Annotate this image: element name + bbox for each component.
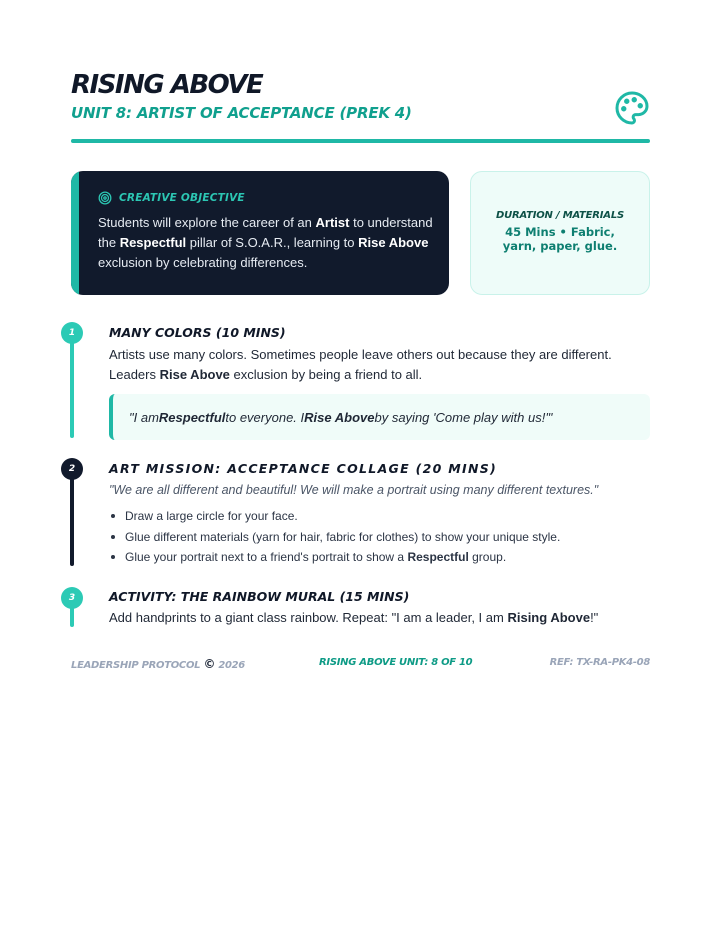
step-title: ACTIVITY: THE RAINBOW MURAL (15 MINS) [109, 589, 410, 604]
palette-icon [614, 90, 650, 126]
header-divider [71, 139, 650, 143]
step-number-badge: 2 [61, 458, 83, 480]
creative-objective-card [71, 171, 449, 295]
duration-value: 45 Mins • Fabric, yarn, paper, glue. [502, 225, 618, 253]
footer-reference: REF: TX-RA-PK4-08 [549, 657, 650, 668]
instruction-list [109, 506, 650, 568]
step-rainbow-mural [61, 587, 650, 631]
list-item: Draw a large circle for your face. [109, 506, 650, 527]
objective-text: Students will explore the career of an Artist to understand the Respectful pillar of S.O.A.R., learning to Rise Above exclusion by celebrating differences. [98, 215, 433, 270]
mission-quote: "We are all different and beautiful! We will make a portrait using many different textures." [109, 483, 599, 497]
timeline-line [70, 336, 74, 438]
step-title: MANY COLORS (10 MINS) [109, 325, 286, 340]
header [71, 70, 650, 122]
list-item: Glue your portrait next to a friend's portrait to show a Respectful group. [109, 547, 650, 568]
page-title: RISING ABOVE [71, 70, 263, 100]
step-number-badge: 1 [61, 322, 83, 344]
step-many-colors [61, 322, 650, 438]
step-number-badge: 3 [61, 587, 83, 609]
step-title: ART MISSION: ACCEPTANCE COLLAGE (20 MINS) [109, 461, 498, 476]
timeline-line [70, 472, 74, 566]
footer-unit-progress: RISING ABOVE UNIT: 8 OF 10 [319, 657, 473, 668]
respect-quote: "I am Respectful to everyone. I Rise Above by saying 'Come play with us!'" [109, 394, 650, 440]
objective-accent-bar [71, 171, 79, 295]
duration-materials-card [470, 171, 650, 295]
target-icon [98, 191, 112, 205]
step-text: Add handprints to a giant class rainbow. Repeat: "I am a leader, I am Rising Above!" [109, 610, 599, 625]
unit-subtitle: UNIT 8: ARTIST OF ACCEPTANCE (PREK 4) [71, 104, 412, 122]
step-art-mission [61, 458, 650, 568]
objective-label-text: CREATIVE OBJECTIVE [119, 192, 245, 204]
duration-label: DURATION / MATERIALS [495, 210, 625, 221]
list-item: Glue different materials (yarn for hair, fabric for clothes) to show your unique style. [109, 527, 650, 548]
footer-protocol: LEADERSHIP PROTOCOL © 2026 [71, 657, 245, 671]
footer [71, 657, 650, 671]
step-text: Artists use many colors. Sometimes people leave others out because they are different. Leaders Rise Above exclusion by being a friend to all. [109, 347, 612, 382]
objective-label [98, 191, 245, 205]
